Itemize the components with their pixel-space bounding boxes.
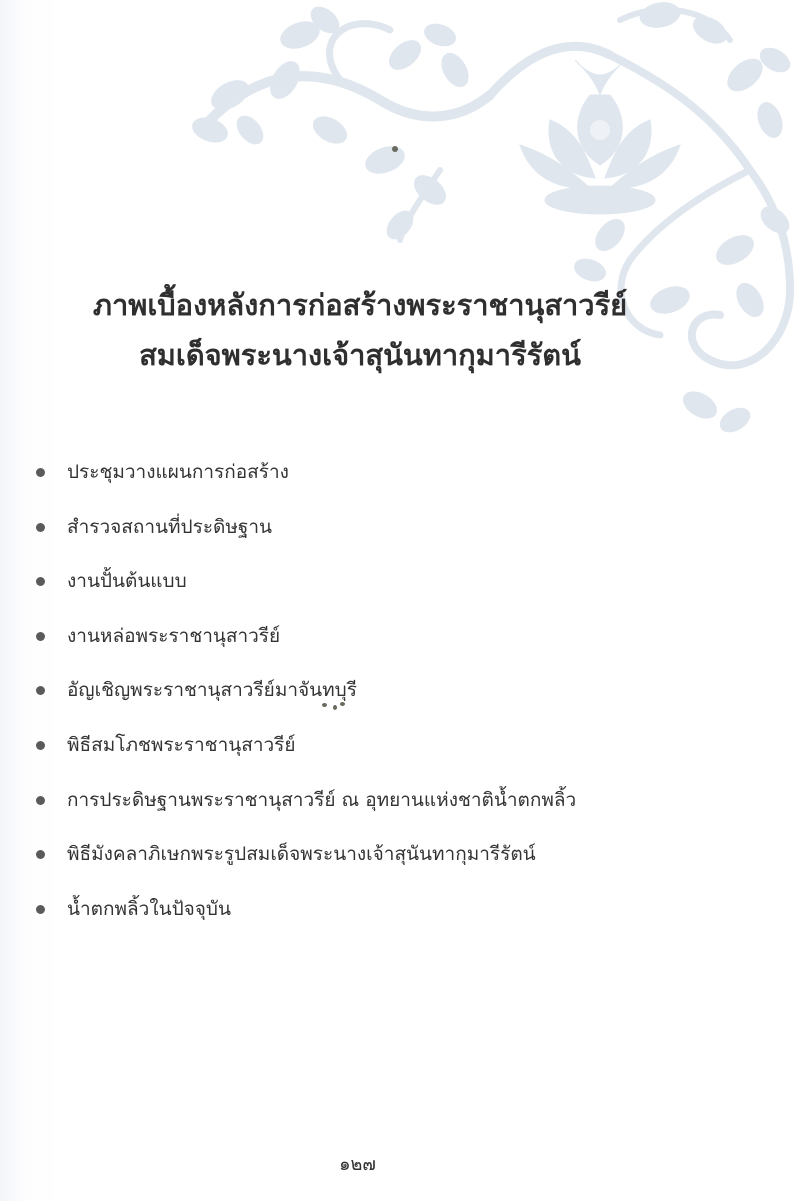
bullet-icon — [36, 686, 45, 695]
list-item-text: งานปั้นต้นแบบ — [67, 570, 187, 593]
list-item — [36, 619, 776, 674]
title-line-1: ภาพเบื้องหลังการก่อสร้างพระราชานุสาวรีย์ — [92, 288, 628, 322]
bullet-icon — [36, 632, 45, 641]
floral-ornament — [190, 0, 800, 450]
bullet-icon — [36, 523, 45, 532]
list-item — [36, 564, 776, 619]
page-number: ๑๒๗ — [339, 1154, 376, 1175]
list-item — [36, 728, 776, 783]
bullet-icon — [36, 905, 45, 914]
list-item-text: น้ำตกพลิ้วในปัจจุบัน — [67, 897, 231, 920]
list-item-text: ประชุมวางแผนการก่อสร้าง — [67, 461, 289, 483]
list-item-text: สำรวจสถานที่ประดิษฐาน — [67, 515, 273, 538]
list-item-text: งานหล่อพระราชานุสาวรีย์ — [67, 624, 281, 647]
bullet-icon — [36, 850, 45, 859]
print-speck — [392, 146, 398, 152]
bullet-icon — [36, 468, 45, 477]
list-item — [36, 673, 776, 728]
list-item-text: พิธีมังคลาภิเษกพระรูปสมเด็จพระนางเจ้าสุนันทากุมารีรัตน์ — [67, 843, 536, 866]
list-item-text: พิธีสมโภชพระราชานุสาวรีย์ — [67, 733, 296, 756]
bullet-list — [36, 455, 776, 946]
list-item — [36, 510, 776, 565]
page-title — [0, 280, 720, 380]
list-item-text: การประดิษฐานพระราชานุสาวรีย์ ณ อุทยานแห่งชาติน้ำตกพลิ้ว — [67, 788, 577, 811]
list-item — [36, 455, 776, 510]
list-item — [36, 783, 776, 838]
title-line-2: สมเด็จพระนางเจ้าสุนันทากุมารีรัตน์ — [139, 338, 581, 372]
list-item-text: อัญเชิญพระราชานุสาวรีย์มาจันทบุรี — [67, 679, 357, 702]
bullet-icon — [36, 796, 45, 805]
list-item — [36, 837, 776, 892]
list-item — [36, 892, 776, 947]
bullet-icon — [36, 741, 45, 750]
bullet-icon — [36, 577, 45, 586]
